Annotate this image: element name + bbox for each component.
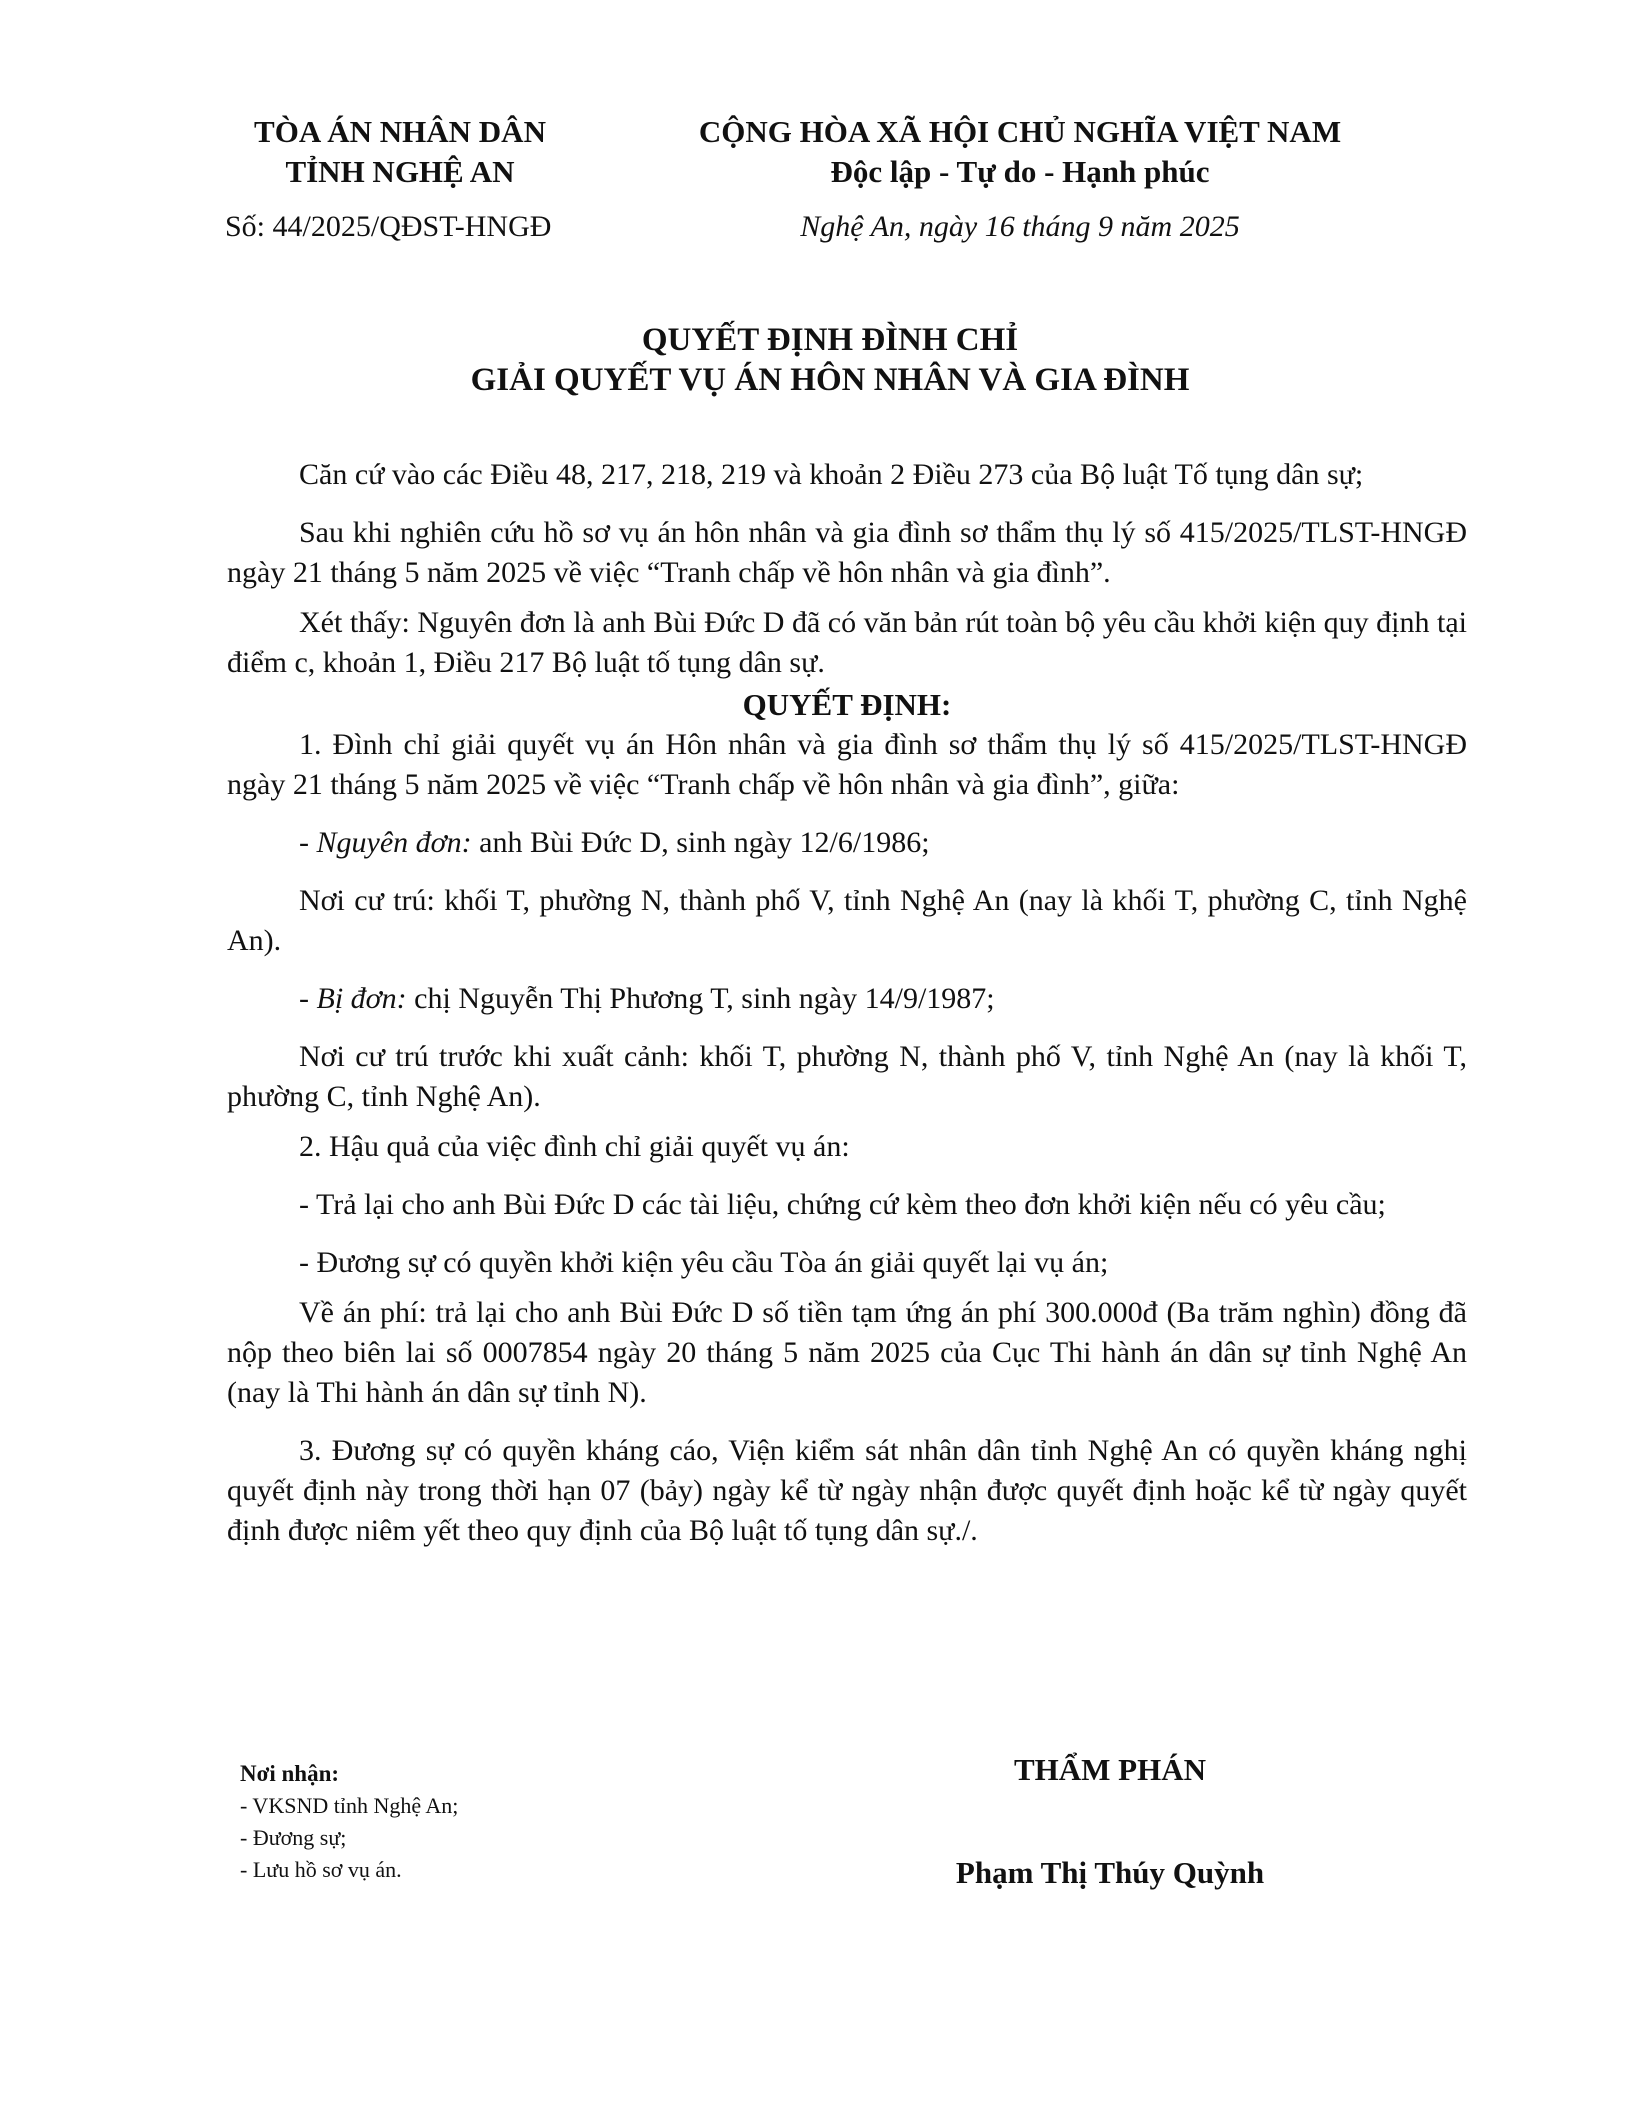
place-date: Nghệ An, ngày 16 tháng 9 năm 2025 [800, 210, 1240, 243]
recipient-item: - VKSND tỉnh Nghệ An; [240, 1793, 459, 1818]
national-header [600, 112, 1440, 192]
decision-heading: QUYẾT ĐỊNH: [742, 687, 952, 722]
case-review-paragraph: Sau khi nghiên cứu hồ sơ vụ án hôn nhân và gia đình sơ thẩm thụ lý số 415/2025/TLST-HNGĐ ngày 21 tháng 5 năm 2025 về việc “Tranh chấp về hôn nhân và gia đình”. [227, 516, 1467, 589]
recipient-item: - Lưu hồ sơ vụ án. [240, 1857, 402, 1882]
decision-item-3: 3. Đương sự có quyền kháng cáo, Viện kiểm sát nhân dân tỉnh Nghệ An có quyền kháng nghị quyết định này trong thời hạn 07 (bảy) ngày kể từ ngày nhận được quyết định hoặc kể từ ngày quyết định được niêm yết theo quy định của Bộ luật tố tụng dân sự./. [227, 1434, 1467, 1547]
recipient-item: - Đương sự; [240, 1825, 347, 1850]
national-title: CỘNG HÒA XÃ HỘI CHỦ NGHĨA VIỆT NAM [698, 114, 1342, 149]
document-body [227, 455, 1467, 1551]
defendant-residence: Nơi cư trú trước khi xuất cảnh: khối T, phường N, thành phố V, tỉnh Nghệ An (nay là khối T, phường C, tỉnh Nghệ An). [227, 1040, 1467, 1113]
court-fee-paragraph: Về án phí: trả lại cho anh Bùi Đức D số tiền tạm ứng án phí 300.000đ (Ba trăm nghìn) đồng đã nộp theo biên lai số 0007854 ngày 20 tháng 5 năm 2025 của Cục Thi hành án dân sự tỉnh Nghệ An (nay là Thi hành án dân sự tỉnh N). [227, 1296, 1467, 1409]
defendant-paragraph: - Bị đơn: chị Nguyễn Thị Phương T, sinh ngày 14/9/1987; [299, 982, 995, 1015]
decision-item-2a: - Trả lại cho anh Bùi Đức D các tài liệu, chứng cứ kèm theo đơn khởi kiện nếu có yêu cầu; [299, 1188, 1386, 1221]
title-line-1: QUYẾT ĐỊNH ĐÌNH CHỈ [641, 322, 1019, 358]
title-line-2: GIẢI QUYẾT VỤ ÁN HÔN NHÂN VÀ GIA ĐÌNH [470, 362, 1190, 398]
recipients-label: Nơi nhận: [240, 1761, 340, 1786]
plaintiff-residence: Nơi cư trú: khối T, phường N, thành phố V, tỉnh Nghệ An (nay là khối T, phường C, tỉnh Nghệ An). [227, 884, 1467, 957]
document-title [200, 320, 1460, 400]
plaintiff-paragraph: - Nguyên đơn: anh Bùi Đức D, sinh ngày 12/6/1986; [299, 826, 930, 859]
recipients-block [240, 1758, 458, 1886]
signer-title: THẨM PHÁN [1013, 1752, 1206, 1787]
signer-name: Phạm Thị Thúy Quỳnh [955, 1855, 1265, 1890]
national-motto: Độc lập - Tự do - Hạnh phúc [830, 154, 1210, 189]
court-name: TÒA ÁN NHÂN DÂN [254, 114, 546, 149]
finding-paragraph: Xét thấy: Nguyên đơn là anh Bùi Đức D đã có văn bản rút toàn bộ yêu cầu khởi kiện quy định tại điểm c, khoản 1, Điều 217 Bộ luật tố tụng dân sự. [227, 606, 1467, 679]
defendant-text: chị Nguyễn Thị Phương T, sinh ngày 14/9/1987; [406, 982, 995, 1015]
court-header [200, 112, 600, 192]
defendant-label: Bị đơn: [316, 982, 407, 1015]
court-province: TỈNH NGHỆ AN [285, 154, 515, 189]
decision-item-2: 2. Hậu quả của việc đình chỉ giải quyết vụ án: [299, 1130, 850, 1163]
plaintiff-label: Nguyên đơn: [316, 826, 472, 859]
legal-basis-paragraph: Căn cứ vào các Điều 48, 217, 218, 219 và khoản 2 Điều 273 của Bộ luật Tố tụng dân sự; [299, 458, 1364, 491]
decision-item-1: 1. Đình chỉ giải quyết vụ án Hôn nhân và gia đình sơ thẩm thụ lý số 415/2025/TLST-HNGĐ ngày 21 tháng 5 năm 2025 về việc “Tranh chấp về hôn nhân và gia đình”, giữa: [227, 728, 1467, 801]
plaintiff-text: anh Bùi Đức D, sinh ngày 12/6/1986; [471, 826, 930, 859]
decision-item-2b: - Đương sự có quyền khởi kiện yêu cầu Tòa án giải quyết lại vụ án; [299, 1246, 1109, 1279]
document-number: Số: 44/2025/QĐST-HNGĐ [225, 210, 552, 243]
